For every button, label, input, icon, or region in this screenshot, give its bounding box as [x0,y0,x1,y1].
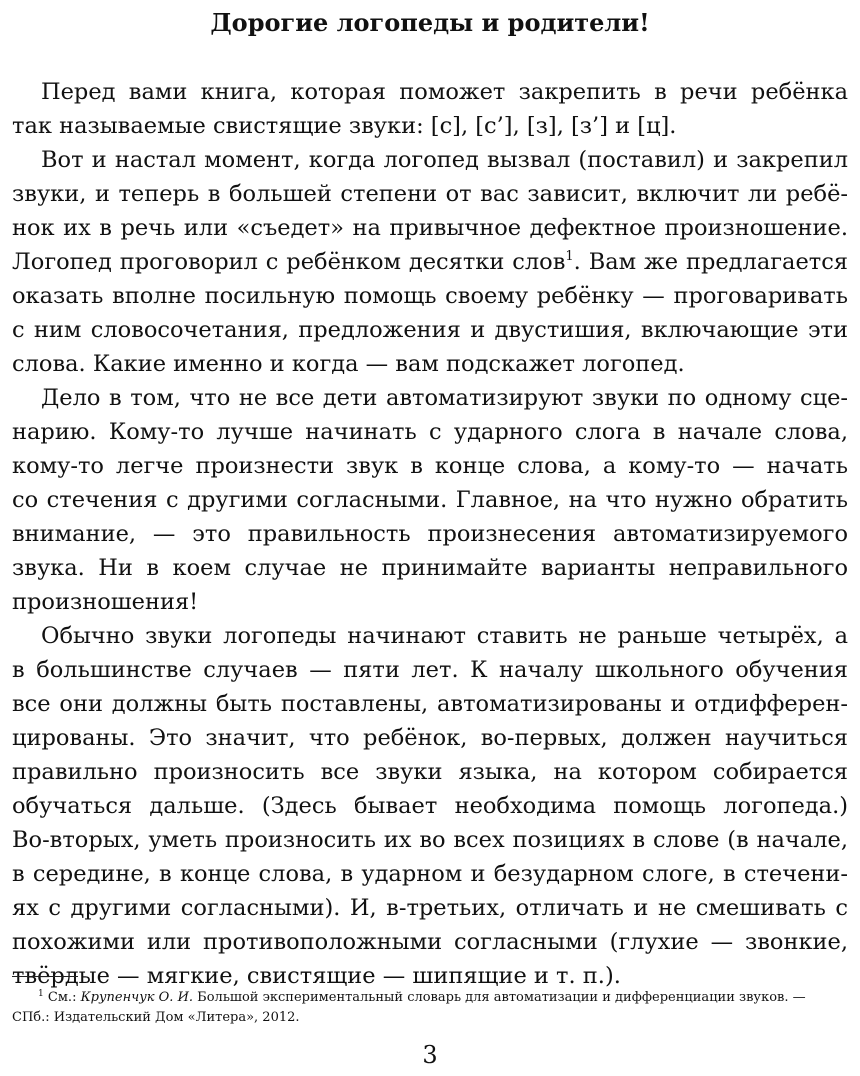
text-line-with-footnote [12,245,848,279]
text-line: со стечения с другими согласными. Главное, на что нужно обратить [12,487,848,513]
footnote-text: Большой экспериментальный словарь для автоматизации и дифференциации звуков. — [193,990,806,1005]
text-line: Перед вами книга, которая поможет закрепить в речи ребёнка [41,79,848,105]
text-line: правильно произносить все звуки языка, на котором собирается [12,759,848,785]
text-line: похожими или противоположными согласными (глухие — звонкие, [12,929,848,955]
footnote-prefix: См.: [47,990,81,1005]
page-number: 3 [422,1041,438,1069]
text-line: звуки, и теперь в большей степени от вас зависит, включит ли ребё- [12,181,848,207]
text-line: внимание, — это правильность произнесения автоматизируемого [12,521,848,547]
text-line: в большинстве случаев — пяти лет. К началу школьного обучения [12,657,848,683]
text-line: Обычно звуки логопеды начинают ставить не раньше четырёх, а [41,623,848,649]
page-title: Дорогие логопеды и родители! [210,8,650,37]
footnote-reference: 1 [565,249,574,264]
text-line: цированы. Это значит, что ребёнок, во-первых, должен научиться [12,725,848,751]
footnote-author: Крупенчук О. И. [80,990,194,1005]
text-line: Вот и настал момент, когда логопед вызвал (поставил) и закрепил [41,147,848,173]
footnote-line [38,988,848,1008]
text-segment: . Вам же предлагается [573,249,849,275]
text-line: нок их в речь или «съедет» на привычное дефектное произношение. [12,215,848,241]
footnote-mark: 1 [38,989,44,999]
text-line: в середине, в конце слова, в ударном и безударном слоге, в стечени- [12,861,848,887]
text-line: ях с другими согласными). И, в-третьих, отличать и не смешивать с [12,895,848,921]
text-segment: Логопед проговорил с ребёнком десятки слов [12,249,566,275]
footnote-separator [12,976,78,977]
text-line: обучаться дальше. (Здесь бывает необходима помощь логопеда.) [12,793,848,819]
footnote-line: СПб.: Издательский Дом «Литера», 2012. [12,1010,300,1025]
text-line: Во-вторых, уметь произносить их во всех позициях в слове (в начале, [12,827,848,853]
text-line: звука. Ни в коем случае не принимайте варианты неправильного [12,555,848,581]
text-line: произношения! [12,589,199,615]
text-line: все они должны быть поставлены, автоматизированы и отдифферен- [12,691,848,717]
text-line: Дело в том, что не все дети автоматизируют звуки по одному сце- [41,385,848,411]
text-line: слова. Какие именно и когда — вам подскажет логопед. [12,351,685,377]
text-line: так называемые свистящие звуки: [с], [с’], [з], [з’] и [ц]. [12,113,677,139]
text-line: с ним словосочетания, предложения и двустишия, включающие эти [12,317,848,343]
text-line: оказать вполне посильную помощь своему ребёнку — проговаривать [12,283,848,309]
text-line: нарию. Кому-то лучше начинать с ударного слога в начале слова, [12,419,848,445]
text-line: кому-то легче произнести звук в конце слова, а кому-то — начать [12,453,848,479]
text-line: твёрдые — мягкие, свистящие — шипящие и т. п.). [12,963,621,989]
